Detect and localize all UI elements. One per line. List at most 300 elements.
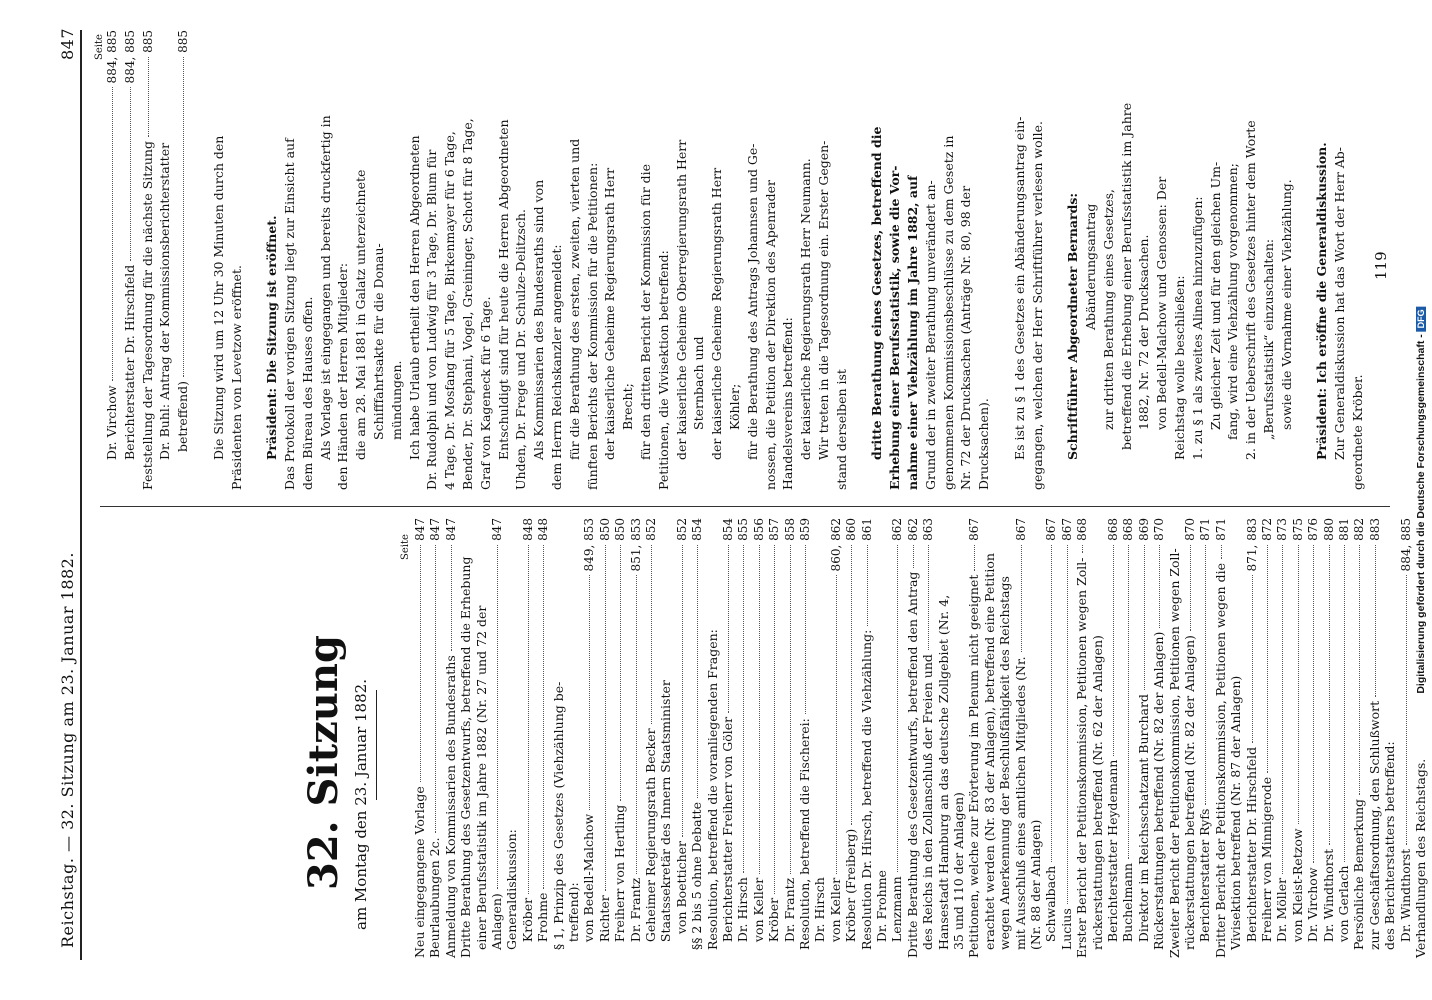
toc-entry-page: 849, 853	[582, 518, 597, 572]
toc-entry-page: 871	[1213, 518, 1228, 541]
toc-entry-page: 867	[967, 518, 982, 541]
toc-entry	[859, 518, 875, 958]
text-line-content: zur dritten Berathung eines Gesetzes,	[1100, 188, 1116, 430]
toc-leader-dots	[851, 545, 852, 825]
toc-leader-dots	[651, 545, 652, 724]
toc-entry	[1120, 518, 1136, 958]
text-line	[1314, 30, 1329, 460]
toc-entry-page: 871	[1198, 518, 1213, 541]
toc-leader-dots	[928, 545, 929, 650]
toc-leader-dots	[682, 545, 683, 837]
toc-entry-text: Anmeldung von Kommissarien des Bundesraths	[442, 655, 458, 958]
text-line	[300, 30, 315, 490]
toc-entry-text: einer Berufsstatistik im Jahre 1882 (Nr. 27 und 72 der	[473, 605, 489, 958]
toc-entry-page: 852	[674, 518, 689, 541]
toc-entry-page: 870	[1152, 518, 1167, 541]
text-line-content: nossen, die Petition der Direktion des Apenrader	[762, 180, 778, 490]
toc-entry	[1182, 518, 1198, 958]
toc-entry-text: von Keller	[827, 877, 843, 958]
text-line-content: Es ist zu § 1 des Gesetzes ein Abänderungsantrag ein-	[1011, 116, 1027, 460]
toc-entry	[597, 518, 613, 958]
dfg-badge: DFG	[1416, 306, 1426, 331]
text-line	[371, 30, 386, 440]
text-line	[442, 30, 457, 490]
text-line	[460, 30, 475, 490]
text-line-content: für die Berathung des ersten, zweiten, vierten und	[566, 138, 582, 460]
text-line	[478, 30, 493, 490]
text-line-content: Schifffahrtsakte für die Donau-	[371, 243, 386, 440]
credit-text: Digitalisierung gefördert durch die Deutsche Forschungsgemeinschaft -	[1415, 334, 1427, 694]
toc-entry-text: von Bedell-Malchow	[581, 813, 597, 958]
text-line	[211, 30, 226, 460]
toc-entry-text: wegen Anerkennung der Beschlußfähigkeit des Reichstags	[997, 576, 1013, 958]
toc-leader-dots	[805, 545, 806, 714]
toc-leader-dots	[1067, 545, 1068, 904]
toc-leader-dots	[589, 575, 590, 809]
toc-entry-page: 850	[597, 518, 612, 541]
text-line	[1332, 30, 1347, 460]
text-line	[335, 30, 350, 490]
toc-entry-text: von Keller	[750, 877, 766, 958]
text-line-content: sowie die Vornahme einer Viehzählung.	[1278, 179, 1294, 430]
toc-leader-dots	[130, 87, 131, 260]
toc-leader-dots	[636, 575, 637, 873]
text-line	[1012, 30, 1027, 460]
text-line	[1243, 30, 1258, 460]
toc-entry-page: 867	[1059, 518, 1074, 541]
text-line	[1261, 30, 1276, 440]
toc-leader-dots	[1021, 545, 1022, 653]
toc-entry-text: § 1, Prinzip des Gesetzes (Viehzählung be-	[550, 681, 566, 958]
text-line-content: Dr. Buhl: Antrag der Kommissionsberichterstatter	[157, 142, 173, 460]
toc-entry	[751, 518, 767, 958]
toc-entry-text: Kröber	[519, 897, 535, 958]
toc-leader-dots	[1082, 545, 1083, 554]
toc-entry-text: Resolution, betreffend die voranliegenden Fragen:	[704, 629, 720, 958]
toc-entry-page: 871, 883	[1244, 518, 1259, 572]
toc-entry-page: 848	[520, 518, 535, 541]
toc-entry-text: Direktor im Reichsschatzamt Burchard	[1135, 694, 1151, 958]
text-line-content: Petitionen, die Vivisektion betreffend:	[655, 250, 671, 490]
toc-entry-text: Berichterstatter Dr. Hirschfeld	[1243, 746, 1259, 958]
toc-entry-page: 885	[176, 30, 191, 53]
text-line	[1101, 30, 1116, 430]
text-line-content: Uhden, Dr. Frege und Dr. Schulze-Delitzsch.	[513, 209, 529, 490]
toc-entry-text: Dr. Frohme	[874, 870, 889, 958]
toc-entry	[936, 518, 951, 958]
toc-entry	[674, 518, 690, 958]
text-line-content: für den dritten Bericht der Kommission für die	[638, 163, 653, 460]
text-line-content: geordnete Kröber.	[1350, 374, 1365, 490]
toc-entry-page: 847	[443, 518, 458, 541]
text-line	[1208, 30, 1223, 430]
text-line-content: „Berufsstatistik“ einzuschalten:	[1261, 238, 1276, 440]
text-line-content: dem Büreau des Hauses offen.	[299, 296, 315, 490]
text-line	[282, 30, 297, 490]
running-header-left: Reichstag. — 32. Sitzung am 23. Januar 1882.	[58, 552, 77, 948]
toc-leader-dots	[1406, 575, 1407, 844]
toc-leader-dots	[1298, 545, 1299, 825]
text-line	[229, 30, 244, 490]
toc-entry-page: 862	[905, 518, 920, 541]
text-line	[567, 30, 582, 460]
toc-entry	[843, 518, 859, 958]
toc-entry	[1228, 518, 1243, 958]
toc-entry	[427, 518, 443, 958]
text-line	[958, 30, 973, 490]
text-line-content: stand derselben ist	[833, 369, 849, 490]
toc-entry-text: Zweiter Bericht der Petitionskommission, Petitionen wegen Zoll-	[1166, 548, 1182, 958]
toc-entry-text: rückerstattungen betreffend (Nr. 82 der Anlagen)	[1182, 635, 1197, 958]
toc-entry	[175, 30, 191, 460]
text-line-content: der kaiserliche Geheime Oberregierungsrath Herr	[673, 139, 689, 460]
toc-entry-page: 861	[859, 518, 874, 541]
text-line	[798, 30, 813, 460]
toc-entry	[689, 518, 705, 958]
toc-entry-text: Dr. Frantz	[627, 877, 643, 958]
toc-entry-text: Dr. Windthorst	[1320, 848, 1336, 958]
text-line	[1030, 30, 1045, 490]
toc-entry	[551, 518, 566, 958]
toc-entry	[1213, 518, 1229, 958]
text-line-content: Köhler;	[727, 383, 742, 430]
toc-entry	[1151, 518, 1167, 958]
text-line-content: Entschuldigt sind für heute die Herren Abgeordneten	[495, 119, 511, 460]
toc-leader-dots	[1113, 545, 1114, 756]
text-line-content: Nr. 72 der Drucksachen (Anträge Nr. 80, 98 der	[958, 185, 974, 490]
toc-leader-dots	[528, 545, 529, 894]
toc-entry-page: 857	[767, 518, 782, 541]
text-line	[674, 30, 689, 460]
toc-leader-dots	[420, 545, 421, 782]
text-line-content: Dr. Virchow	[104, 385, 119, 460]
text-line-content: für die Berathung des Antrags Johannsen und Ge-	[744, 143, 760, 460]
toc-entry-text: Dr. Windthorst	[1397, 848, 1413, 958]
toc-entry	[1367, 518, 1383, 958]
toc-entry	[658, 518, 673, 958]
text-line	[638, 30, 653, 460]
toc-entry	[612, 518, 628, 958]
toc-leader-dots	[1190, 545, 1191, 631]
toc-entry	[1244, 518, 1260, 958]
text-line-content: Berichterstatter Dr. Hirschfeld	[121, 264, 137, 460]
toc-entry-page: 875	[1290, 518, 1305, 541]
toc-entry-text: von Boetticher	[673, 840, 689, 958]
text-line-content: Zu gleicher Zeit und für den gleichen Um-	[1207, 161, 1223, 430]
toc-entry-text: Beurlaubungen 2c.	[427, 837, 443, 958]
toc-leader-dots	[435, 545, 436, 834]
text-line-content: gegangen, welchen der Herr Schriftführer verlesen wolle.	[1029, 121, 1045, 490]
toc-leader-dots	[743, 545, 744, 873]
toc-leader-dots	[1359, 545, 1360, 795]
text-line	[585, 30, 600, 490]
toc-leader-dots	[836, 575, 837, 873]
toc-leader-dots	[112, 87, 113, 381]
toc-leader-dots	[913, 545, 914, 568]
toc-entry-text: Vivisektion betreffend (Nr. 87 der Anlagen)	[1228, 675, 1244, 958]
text-line-content: Drucksachen).	[976, 398, 992, 490]
toc-entry	[1090, 518, 1105, 958]
toc-entry-text: rückerstattungen betreffend (Nr. 62 der Anlagen)	[1089, 635, 1105, 958]
toc-entry-text: Berichterstatter Freiherr von Göler	[720, 716, 735, 958]
text-line	[691, 30, 706, 430]
text-line	[1190, 30, 1205, 460]
toc-leader-dots	[183, 57, 184, 377]
toc-entry	[1059, 518, 1075, 958]
toc-entry-page: 884, 885	[1398, 518, 1413, 572]
text-line-content: der kaiserliche Regierungsrath Herr Neumann.	[798, 158, 814, 460]
toc-entry	[104, 30, 120, 460]
toc-entry	[535, 518, 551, 958]
toc-entry	[458, 518, 473, 958]
text-line-content: der kaiserliche Geheime Regierungsrath Herr	[602, 167, 618, 460]
text-line	[709, 30, 724, 460]
toc-entry	[1259, 518, 1275, 958]
toc-entry	[1028, 518, 1043, 958]
text-line-content: Als Kommissarien des Bundesraths sind von	[531, 179, 547, 460]
text-line	[513, 30, 528, 490]
text-line-content: genommenen Kommissionsbeschlüsse zu dem Gesetz in	[940, 135, 956, 490]
toc-leader-dots	[1282, 545, 1283, 874]
toc-entry-page: 856	[751, 518, 766, 541]
toc-leader-dots	[697, 545, 698, 798]
toc-entry-text: zur Geschäftsordnung, den Schlußwort	[1366, 700, 1382, 958]
text-line-content: Dr. Rudolphi und von Ludwig für 3 Tage, Dr. Blum für	[424, 149, 440, 490]
toc-entry-page: 884, 885	[105, 30, 119, 84]
text-line	[923, 30, 938, 490]
text-line-content: Sternbach und	[691, 336, 707, 430]
toc-entry	[1321, 518, 1337, 958]
toc-entry	[1305, 518, 1321, 958]
toc-entry-text: Staatssekretär des Innern Staatsminister	[658, 680, 674, 958]
toc-entry	[443, 518, 459, 958]
toc-seite-label: Seite	[400, 534, 411, 560]
toc-entry	[782, 518, 798, 958]
toc-entry-page: 862	[890, 518, 905, 541]
toc-leader-dots	[1159, 545, 1160, 628]
toc-entry-page: 884, 885	[122, 30, 137, 84]
toc-entry-text: Dritte Berathung des Gesetzentwurfs, betreffend den Antrag	[904, 571, 920, 958]
toc-entry-text: Schwalbach	[1043, 865, 1059, 958]
text-line	[1279, 30, 1294, 430]
text-line-content: Präsident: Ich eröffne die Generaldiskussion.	[1314, 142, 1330, 460]
toc-leader-dots	[974, 545, 975, 571]
toc-entry	[828, 518, 844, 958]
toc-leader-dots	[1221, 545, 1222, 559]
toc-entry	[1167, 518, 1182, 958]
toc-entry-page: 858	[782, 518, 797, 541]
toc-entry-text: 35 und 110 der Anlagen)	[951, 792, 966, 958]
toc-entry-page: 852	[644, 518, 658, 541]
toc-entry-page: 860	[844, 518, 859, 541]
text-line	[780, 30, 795, 490]
text-line-content: fünften Berichts der Kommission für die Petitionen:	[584, 162, 600, 490]
toc-entry-text: Dr. Frantz	[781, 877, 797, 958]
toc-entry	[566, 518, 581, 958]
text-line-content: Feststellung der Tagesordnung für die nächste Sitzung	[139, 141, 155, 490]
toc-leader-dots	[148, 57, 149, 137]
toc-leader-dots	[497, 545, 498, 889]
toc-entry-page: 867	[1044, 518, 1059, 541]
toc-entry	[122, 30, 138, 460]
toc-entry-text: Erster Bericht der Petitionskommission, Petitionen wegen Zoll-	[1074, 557, 1090, 958]
text-line-content: dritte Berathung eines Gesetzes, betreffend die	[869, 126, 885, 460]
toc-entry	[581, 518, 597, 958]
text-line-content: mündungen.	[388, 360, 404, 440]
text-line	[424, 30, 439, 490]
toc-leader-dots	[1329, 545, 1330, 845]
text-line-content: Als Vorlage ist eingegangen und bereits druckfertig in	[317, 115, 333, 460]
toc-entry	[920, 518, 936, 958]
running-header-page: 847	[58, 27, 77, 60]
toc-entry-page: 848	[536, 518, 551, 541]
toc-leader-dots	[605, 545, 606, 891]
toc-leader-dots	[451, 545, 452, 651]
text-line	[976, 30, 991, 490]
text-line-content: Graf von Kageneck für 6 Tage.	[477, 296, 493, 490]
session-date: am Montag den 23. Januar 1882.	[352, 679, 370, 930]
toc-entry-text: des Reichs in den Zollanschluß der Freien und	[920, 654, 936, 958]
toc-entry-text: Dr. Virchow	[1305, 867, 1321, 958]
toc-entry-text: §§ 2 bis 5 ohne Debatte	[689, 802, 705, 958]
toc-entry	[504, 518, 519, 958]
toc-entry	[1043, 518, 1059, 958]
text-line	[869, 30, 884, 460]
toc-entry	[474, 518, 489, 958]
toc-entry	[1382, 518, 1397, 958]
text-line	[1136, 30, 1151, 430]
text-line	[905, 30, 920, 490]
toc-leader-dots	[620, 545, 621, 801]
toc-entry-text: Verhandlungen des Reichstags.	[1413, 758, 1428, 958]
text-line	[1119, 30, 1134, 450]
toc-entry	[1136, 518, 1152, 958]
toc-leader-dots	[867, 545, 868, 626]
toc-entry-page: 885	[140, 30, 155, 53]
toc-entry-text: Hansestadt Hamburg an das deutsche Zollgebiet (Nr. 4,	[935, 594, 951, 958]
toc-entry-text: treffend):	[566, 882, 581, 958]
toc-entry-text: Buchelmann	[1120, 863, 1136, 958]
toc-entry-text: Dr. Hirsch	[735, 877, 751, 958]
text-line	[353, 30, 368, 460]
toc-entry-text: Kröber	[766, 897, 782, 958]
column-divider	[100, 506, 1390, 507]
toc-entry	[1413, 518, 1428, 958]
right-seite-label: Seite	[94, 34, 105, 60]
toc-entry-text: Freiherr von Hertling	[612, 804, 628, 958]
text-line	[264, 30, 279, 460]
toc-entry-text: Berichterstatter Ryfs	[1197, 808, 1213, 958]
text-line-content: Brecht;	[620, 383, 636, 430]
toc-entry-text: Freiherr von Minnigerode	[1259, 776, 1274, 958]
toc-entry	[720, 518, 736, 958]
toc-entry-page: 869	[1136, 518, 1151, 541]
text-line-content: den Händen der Herren Mitglieder:	[335, 262, 351, 490]
text-line-content: Präsidenten von Levetzow eröffnet.	[228, 265, 244, 490]
toc-entry-text: von Kleist-Retzow	[1289, 828, 1305, 958]
toc-entry-text: Generaldiskussion:	[504, 829, 520, 958]
toc-entry-text: Persönliche Bemerkung	[1351, 798, 1367, 958]
toc-entry-text: Rückerstattungen betreffend (Nr. 82 der Anlagen)	[1151, 631, 1167, 958]
toc-leader-dots	[728, 545, 729, 713]
text-line-content: 1882, Nr. 72 der Drucksachen.	[1136, 234, 1152, 430]
text-line-content: Erhebung einer Berufsstatistik, sowie die Vor-	[887, 165, 903, 490]
toc-entry-page: 847	[413, 518, 427, 541]
toc-entry-page: 867	[1013, 518, 1028, 541]
toc-entry-page: 876	[1306, 518, 1321, 541]
toc-entry-text: Petitionen, welche zur Erörterung im Plenum nicht geeignet	[966, 574, 982, 958]
toc-leader-dots	[1128, 545, 1129, 859]
toc-entry-page: 854	[721, 518, 735, 541]
text-line	[389, 30, 404, 440]
toc-entry-text: Richter	[596, 895, 612, 958]
toc-entry-page: 880	[1321, 518, 1336, 541]
toc-leader-dots	[1205, 545, 1206, 805]
text-line	[834, 30, 849, 490]
toc-leader-dots	[1144, 545, 1145, 690]
toc-entry	[140, 30, 156, 490]
toc-entry-page: 870	[1183, 518, 1197, 541]
session-title: 32. Sitzung	[300, 635, 347, 890]
toc-leader-dots	[1267, 545, 1268, 773]
toc-entry-text: Anlagen)	[489, 893, 504, 958]
text-line-content: Schriftführer Abgeordneter Bernards:	[1065, 192, 1081, 460]
toc-entry	[812, 518, 827, 958]
text-line	[318, 30, 333, 460]
toc-entry	[951, 518, 966, 958]
text-line	[1172, 30, 1187, 460]
text-line	[1225, 30, 1240, 440]
toc-entry-page: 860, 862	[828, 518, 843, 572]
toc-entry-page: 859	[798, 518, 812, 541]
toc-entry	[520, 518, 536, 958]
toc-entry-text: Dritte Berathung des Gesetzentwurfs, betreffend die Erhebung	[458, 556, 474, 958]
toc-entry	[735, 518, 751, 958]
toc-entry	[489, 518, 505, 958]
toc-entry	[1013, 518, 1029, 958]
toc-entry-page: 850	[613, 518, 628, 541]
toc-entry	[1290, 518, 1306, 958]
header-rule	[80, 30, 82, 960]
toc-entry-text: Kröber (Freiberg)	[843, 828, 859, 958]
page-signature: 119	[1372, 251, 1390, 280]
toc-entry-text: (Nr. 88 der Anlagen)	[1028, 819, 1043, 958]
toc-entry	[412, 518, 428, 958]
text-line	[727, 30, 742, 430]
toc-entry-page: 881	[1337, 518, 1351, 541]
text-line	[1350, 30, 1365, 490]
toc-entry	[797, 518, 813, 958]
text-line-content: betreffend)	[175, 381, 191, 460]
toc-entry-page: 872	[1260, 518, 1274, 541]
title-rule	[376, 690, 377, 800]
text-line-content: nahme einer Viehzählung im Jahre 1882, auf	[905, 175, 920, 490]
text-line-content: Grund der in zweiter Berathung unverändert an-	[922, 180, 938, 490]
toc-entry-page: 847	[490, 518, 504, 541]
toc-entry	[1351, 518, 1367, 958]
toc-entry	[705, 518, 720, 958]
text-line-content: Reichstag wolle beschließen:	[1172, 275, 1187, 460]
toc-leader-dots	[790, 545, 791, 874]
text-line	[745, 30, 760, 460]
toc-entry-page: 883	[1367, 518, 1382, 541]
text-line	[549, 30, 564, 490]
toc-entry	[643, 518, 659, 958]
text-line-content: die am 28. Mai 1881 in Galatz unterzeichnete	[353, 169, 369, 460]
toc-entry	[628, 518, 644, 958]
toc-entry-text: Neu eingegangene Vorlage	[412, 786, 427, 958]
text-line	[157, 30, 172, 460]
